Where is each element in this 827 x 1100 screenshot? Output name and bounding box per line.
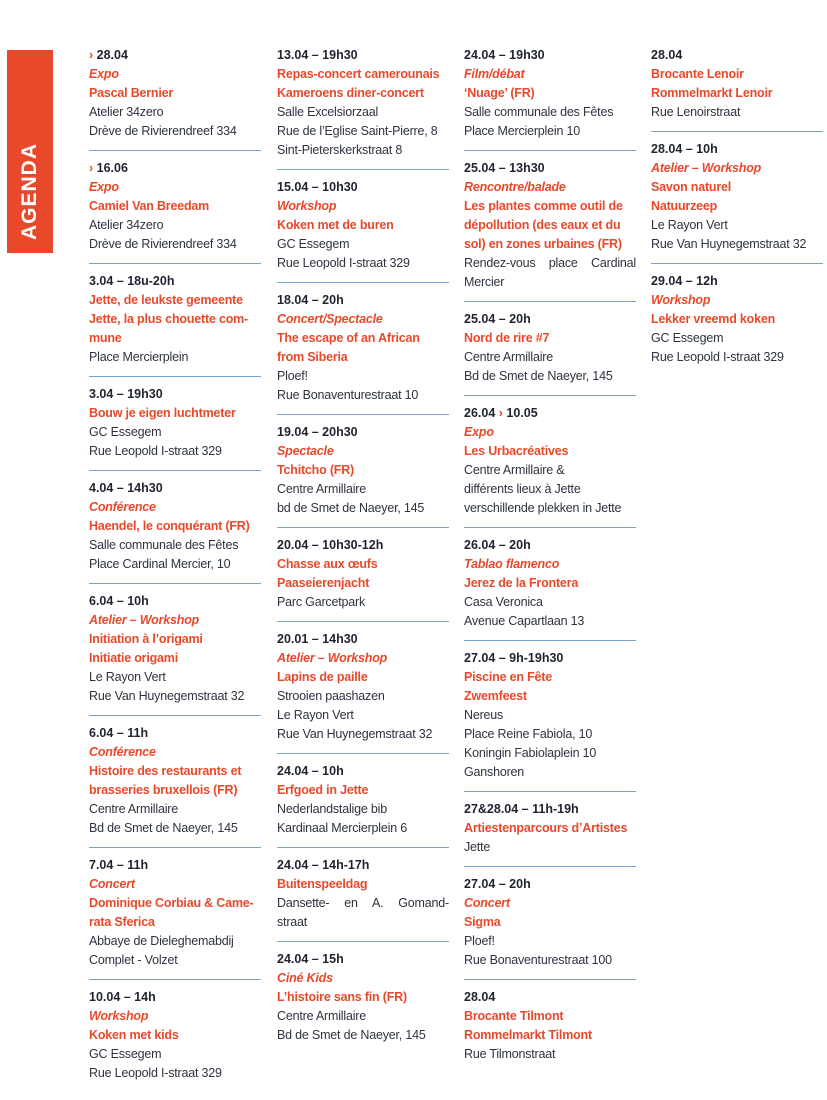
- event-entry: [277, 950, 449, 1045]
- event-date-text: 16.06: [96, 161, 128, 175]
- event-date: [651, 46, 823, 65]
- event-title-line: Artiestenparcours d’Artistes: [464, 821, 628, 835]
- event-entry: [277, 46, 449, 160]
- event-title-line: The escape of an African: [277, 331, 420, 345]
- event-detail-line: Centre Armillaire: [277, 1009, 366, 1023]
- event-title-line: Haendel, le conquérant (FR): [89, 519, 250, 533]
- event-category: Atelier – Workshop: [89, 613, 200, 627]
- event-entry: [464, 988, 636, 1064]
- entry-separator: [651, 263, 823, 264]
- entry-separator: [89, 847, 261, 848]
- event-detail-line: Le Rayon Vert: [277, 708, 354, 722]
- event-title-line: Erfgoed in Jette: [277, 783, 369, 797]
- event-detail-line: Place Cardinal Mercier, 10: [89, 557, 231, 571]
- event-detail-line: Place Reine Fabiola, 10: [464, 727, 593, 741]
- entry-separator: [277, 753, 449, 754]
- event-category: Expo: [464, 425, 494, 439]
- event-category: Atelier – Workshop: [651, 161, 762, 175]
- event-date: [89, 724, 261, 743]
- event-detail-line: Rue Leopold I-straat 329: [277, 256, 410, 270]
- entry-separator: [277, 282, 449, 283]
- agenda-banner: [7, 50, 53, 253]
- event-detail-line: Atelier 34zero: [89, 105, 164, 119]
- event-detail-line: Koningin Fabiolaplein 10: [464, 746, 597, 760]
- event-title-line: Les Urbacréatives: [464, 444, 569, 458]
- event-date: [464, 159, 636, 178]
- event-entry: [464, 404, 636, 518]
- event-date-text: 28.04: [651, 48, 683, 62]
- event-date: [464, 310, 636, 329]
- event-title-line: Tchitcho (FR): [277, 463, 355, 477]
- event-detail-line: Place Mercierplein: [89, 350, 189, 364]
- event-detail-line: Le Rayon Vert: [651, 218, 728, 232]
- event-date-text: 27&28.04 – 11h-19h: [464, 802, 579, 816]
- event-date-text: 24.04 – 14h-17h: [277, 858, 370, 872]
- entry-separator: [89, 376, 261, 377]
- chevron-icon: ›: [89, 161, 97, 175]
- event-entry: [89, 724, 261, 838]
- event-title-line: dépollution (des eaux et du: [464, 218, 621, 232]
- event-date: [651, 140, 823, 159]
- event-title-line: sol) en zones urbaines (FR): [464, 237, 622, 251]
- entry-separator: [89, 583, 261, 584]
- event-date-text: 26.04 – 20h: [464, 538, 531, 552]
- event-date: [277, 46, 449, 65]
- event-entry: [464, 159, 636, 292]
- event-detail-line: Rendez-vous place Cardinal: [464, 256, 636, 270]
- event-detail-line: Rue Leopold I-straat 329: [651, 350, 784, 364]
- event-date: [277, 291, 449, 310]
- event-date-text: 27.04 – 9h-19h30: [464, 651, 564, 665]
- chevron-icon: ›: [89, 48, 97, 62]
- event-entry: [89, 592, 261, 706]
- event-title-line: Paaseierenjacht: [277, 576, 370, 590]
- event-detail-line: GC Essegem: [651, 331, 724, 345]
- event-title-line: Initiatie origami: [89, 651, 178, 665]
- event-detail-line: Bd de Smet de Naeyer, 145: [89, 821, 238, 835]
- event-detail-line: Ploef!: [277, 369, 308, 383]
- event-detail-line: Rue Van Huynegemstraat 32: [277, 727, 433, 741]
- event-detail-line: Jette: [464, 840, 491, 854]
- event-date-text: 25.04 – 20h: [464, 312, 531, 326]
- event-date-text: 7.04 – 11h: [89, 858, 149, 872]
- entry-separator: [89, 470, 261, 471]
- event-title-line: Rommelmarkt Tilmont: [464, 1028, 592, 1042]
- event-detail-line: différents lieux à Jette: [464, 482, 581, 496]
- chevron-icon: ›: [498, 406, 507, 420]
- event-detail-line: GC Essegem: [89, 1047, 162, 1061]
- event-date: [277, 762, 449, 781]
- event-detail-line: Drève de Rivierendreef 334: [89, 124, 237, 138]
- event-category: Rencontre/balade: [464, 180, 566, 194]
- event-entry: [89, 159, 261, 254]
- event-detail-line: Rue Tilmonstraat: [464, 1047, 556, 1061]
- event-title-line: Les plantes comme outil de: [464, 199, 623, 213]
- entry-separator: [651, 131, 823, 132]
- event-date: [464, 404, 636, 423]
- event-entry: [277, 630, 449, 744]
- event-date-text: 4.04 – 14h30: [89, 481, 163, 495]
- event-title-line: Histoire des restaurants et: [89, 764, 242, 778]
- entry-separator: [464, 979, 636, 980]
- event-detail-line: Bd de Smet de Naeyer, 145: [277, 1028, 426, 1042]
- event-title-line: Koken met de buren: [277, 218, 394, 232]
- event-entry: [89, 272, 261, 367]
- event-entry: [89, 856, 261, 970]
- event-detail-line: Rue Lenoirstraat: [651, 105, 741, 119]
- event-detail-line: Parc Garcetpark: [277, 595, 366, 609]
- event-title-line: Zwemfeest: [464, 689, 527, 703]
- event-entry: [464, 536, 636, 631]
- event-detail-line: Strooien paashazen: [277, 689, 385, 703]
- event-title-line: Sigma: [464, 915, 501, 929]
- event-category: Workshop: [89, 1009, 149, 1023]
- event-date-text: 24.04 – 15h: [277, 952, 344, 966]
- entry-separator: [464, 640, 636, 641]
- event-title-line: Repas-concert camerounais: [277, 67, 440, 81]
- event-title-line: Jerez de la Frontera: [464, 576, 579, 590]
- event-title-line: Chasse aux œufs: [277, 557, 378, 571]
- event-category: Concert/Spectacle: [277, 312, 383, 326]
- event-detail-line: Rue Leopold I-straat 329: [89, 444, 222, 458]
- event-title-line: Savon naturel: [651, 180, 732, 194]
- event-category: Atelier – Workshop: [277, 651, 388, 665]
- event-detail-line: Rue Van Huynegemstraat 32: [89, 689, 245, 703]
- event-title-line: Kameroens diner-concert: [277, 86, 424, 100]
- event-category: Workshop: [277, 199, 337, 213]
- entry-separator: [464, 866, 636, 867]
- event-title-line: Brocante Lenoir: [651, 67, 744, 81]
- event-title-line: Rommelmarkt Lenoir: [651, 86, 773, 100]
- event-date: [277, 856, 449, 875]
- event-title-line: Lekker vreemd koken: [651, 312, 776, 326]
- event-date: [89, 988, 261, 1007]
- event-entry: [464, 310, 636, 386]
- event-date-text: 18.04 – 20h: [277, 293, 344, 307]
- event-category: Ciné Kids: [277, 971, 333, 985]
- event-entry: [464, 649, 636, 782]
- event-detail-line: Drève de Rivierendreef 334: [89, 237, 237, 251]
- event-title-line: Initiation à l’origami: [89, 632, 203, 646]
- event-title-line: Bouw je eigen luchtmeter: [89, 406, 236, 420]
- event-date: [464, 800, 636, 819]
- event-category: Conférence: [89, 745, 156, 759]
- event-date: [89, 592, 261, 611]
- event-detail-line: Bd de Smet de Naeyer, 145: [464, 369, 613, 383]
- event-entry: [277, 178, 449, 273]
- event-date-text: 24.04 – 19h30: [464, 48, 545, 62]
- event-detail-line: Salle communale des Fêtes: [464, 105, 614, 119]
- event-date-text: 10.05: [506, 406, 538, 420]
- event-detail-line: Rue de l’Eglise Saint-Pierre, 8: [277, 124, 438, 138]
- event-detail-line: Kardinaal Mercierplein 6: [277, 821, 407, 835]
- event-date: [89, 856, 261, 875]
- entry-separator: [464, 150, 636, 151]
- entry-separator: [277, 414, 449, 415]
- event-date-text: 3.04 – 18u-20h: [89, 274, 175, 288]
- entry-separator: [89, 979, 261, 980]
- agenda-column-3: [464, 46, 636, 1064]
- event-date-text: 29.04 – 12h: [651, 274, 718, 288]
- event-date-text: 20.04 – 10h30-12h: [277, 538, 384, 552]
- event-detail-line: bd de Smet de Naeyer, 145: [277, 501, 425, 515]
- event-title-line: Brocante Tilmont: [464, 1009, 564, 1023]
- event-detail-line: Rue Leopold I-straat 329: [89, 1066, 222, 1080]
- event-title-line: Lapins de paille: [277, 670, 368, 684]
- event-date: [464, 988, 636, 1007]
- event-date-text: 6.04 – 10h: [89, 594, 149, 608]
- event-date: [89, 272, 261, 291]
- event-date-text: 15.04 – 10h30: [277, 180, 358, 194]
- event-entry: [464, 800, 636, 857]
- event-date-text: 27.04 – 20h: [464, 877, 531, 891]
- event-category: Concert: [464, 896, 510, 910]
- event-date: [464, 875, 636, 894]
- event-detail-line: GC Essegem: [89, 425, 162, 439]
- entry-separator: [464, 791, 636, 792]
- event-date-text: 28.04: [464, 990, 496, 1004]
- entry-separator: [277, 847, 449, 848]
- event-detail-line: Nereus: [464, 708, 504, 722]
- event-entry: [277, 856, 449, 932]
- event-detail-line: Casa Veronica: [464, 595, 543, 609]
- event-detail-line: Centre Armillaire &: [464, 463, 565, 477]
- entry-separator: [464, 527, 636, 528]
- event-entry: [89, 479, 261, 574]
- event-detail-line: GC Essegem: [277, 237, 350, 251]
- event-detail-line: straat: [277, 915, 308, 929]
- event-date-text: 6.04 – 11h: [89, 726, 149, 740]
- event-title-line: Koken met kids: [89, 1028, 179, 1042]
- event-detail-line: Salle Excelsiorzaal: [277, 105, 379, 119]
- event-date: [277, 536, 449, 555]
- entry-separator: [277, 527, 449, 528]
- event-entry: [651, 272, 823, 367]
- entry-separator: [464, 301, 636, 302]
- event-date-text: 24.04 – 10h: [277, 764, 344, 778]
- event-date-text: 25.04 – 13h30: [464, 161, 545, 175]
- event-detail-line: Nederlandstalige bib: [277, 802, 387, 816]
- event-category: Conférence: [89, 500, 156, 514]
- event-entry: [277, 762, 449, 838]
- event-title-line: Dominique Corbiau & Came-: [89, 896, 254, 910]
- event-detail-line: Salle communale des Fêtes: [89, 538, 239, 552]
- event-detail-line: Abbaye de Dieleghemabdij: [89, 934, 234, 948]
- event-category: Workshop: [651, 293, 711, 307]
- event-detail-line: Sint-Pieterskerkstraat 8: [277, 143, 403, 157]
- event-title-line: Nord de rire #7: [464, 331, 550, 345]
- event-entry: [464, 46, 636, 141]
- event-title-line: Buitenspeeldag: [277, 877, 368, 891]
- event-detail-line: Centre Armillaire: [277, 482, 366, 496]
- event-detail-line: Centre Armillaire: [89, 802, 178, 816]
- event-category: Tablao flamenco: [464, 557, 560, 571]
- event-detail-line: Ganshoren: [464, 765, 525, 779]
- entry-separator: [277, 941, 449, 942]
- event-detail-line: Dansette- en A. Gomand-: [277, 896, 449, 910]
- event-date-text: 28.04 – 10h: [651, 142, 718, 156]
- event-date-text: 3.04 – 19h30: [89, 387, 163, 401]
- event-entry: [464, 875, 636, 970]
- entry-separator: [89, 263, 261, 264]
- event-date: [277, 630, 449, 649]
- event-date: [464, 46, 636, 65]
- entry-separator: [89, 715, 261, 716]
- event-entry: [89, 385, 261, 461]
- entry-separator: [89, 150, 261, 151]
- event-detail-line: Place Mercierplein 10: [464, 124, 580, 138]
- event-category: Expo: [89, 180, 119, 194]
- event-date: [89, 479, 261, 498]
- entry-separator: [277, 621, 449, 622]
- event-detail-line: Ploef!: [464, 934, 495, 948]
- event-title-line: brasseries bruxellois (FR): [89, 783, 238, 797]
- agenda-column-2: [277, 46, 449, 1045]
- event-title-line: Jette, de leukste gemeente: [89, 293, 243, 307]
- event-title-line: Piscine en Fête: [464, 670, 553, 684]
- event-date: [651, 272, 823, 291]
- agenda-column-4: [651, 46, 823, 367]
- event-title-line: L’histoire sans fin (FR): [277, 990, 407, 1004]
- entry-separator: [464, 395, 636, 396]
- event-detail-line: Rue Bonaventurestraat 100: [464, 953, 612, 967]
- event-category: Film/débat: [464, 67, 525, 81]
- agenda-column-1: [89, 46, 261, 1083]
- event-date: [277, 423, 449, 442]
- event-date: [277, 950, 449, 969]
- event-category: Spectacle: [277, 444, 334, 458]
- event-date: [89, 159, 261, 178]
- event-date-text: 26.04: [464, 406, 499, 420]
- event-detail-line: Mercier: [464, 275, 505, 289]
- event-entry: [277, 536, 449, 612]
- event-date: [89, 46, 261, 65]
- event-entry: [651, 140, 823, 254]
- event-entry: [277, 423, 449, 518]
- event-detail-line: Rue Van Huynegemstraat 32: [651, 237, 807, 251]
- event-detail-line: Avenue Capartlaan 13: [464, 614, 585, 628]
- event-date: [464, 649, 636, 668]
- event-date-text: 13.04 – 19h30: [277, 48, 358, 62]
- event-entry: [89, 988, 261, 1083]
- event-detail-line: Atelier 34zero: [89, 218, 164, 232]
- event-date-text: 28.04: [96, 48, 128, 62]
- event-date-text: 10.04 – 14h: [89, 990, 156, 1004]
- event-entry: [651, 46, 823, 122]
- event-category: Concert: [89, 877, 135, 891]
- event-title-line: Camiel Van Breedam: [89, 199, 210, 213]
- event-title-line: rata Sferica: [89, 915, 155, 929]
- event-detail-line: verschillende plekken in Jette: [464, 501, 622, 515]
- agenda-banner-label: AGENDA: [18, 142, 41, 240]
- event-detail-line: Complet - Volzet: [89, 953, 178, 967]
- entry-separator: [277, 169, 449, 170]
- event-detail-line: Rue Bonaventurestraat 10: [277, 388, 419, 402]
- event-title-line: Natuurzeep: [651, 199, 718, 213]
- event-detail-line: Le Rayon Vert: [89, 670, 166, 684]
- event-date-text: 20.01 – 14h30: [277, 632, 358, 646]
- event-date: [89, 385, 261, 404]
- event-title-line: ‘Nuage’ (FR): [464, 86, 535, 100]
- event-entry: [277, 291, 449, 405]
- event-date: [464, 536, 636, 555]
- event-title-line: Jette, la plus chouette com-: [89, 312, 249, 326]
- event-date-text: 19.04 – 20h30: [277, 425, 358, 439]
- event-detail-line: Centre Armillaire: [464, 350, 553, 364]
- event-title-line: Pascal Bernier: [89, 86, 174, 100]
- event-title-line: from Siberia: [277, 350, 348, 364]
- event-entry: [89, 46, 261, 141]
- event-date: [277, 178, 449, 197]
- event-category: Expo: [89, 67, 119, 81]
- event-title-line: mune: [89, 331, 122, 345]
